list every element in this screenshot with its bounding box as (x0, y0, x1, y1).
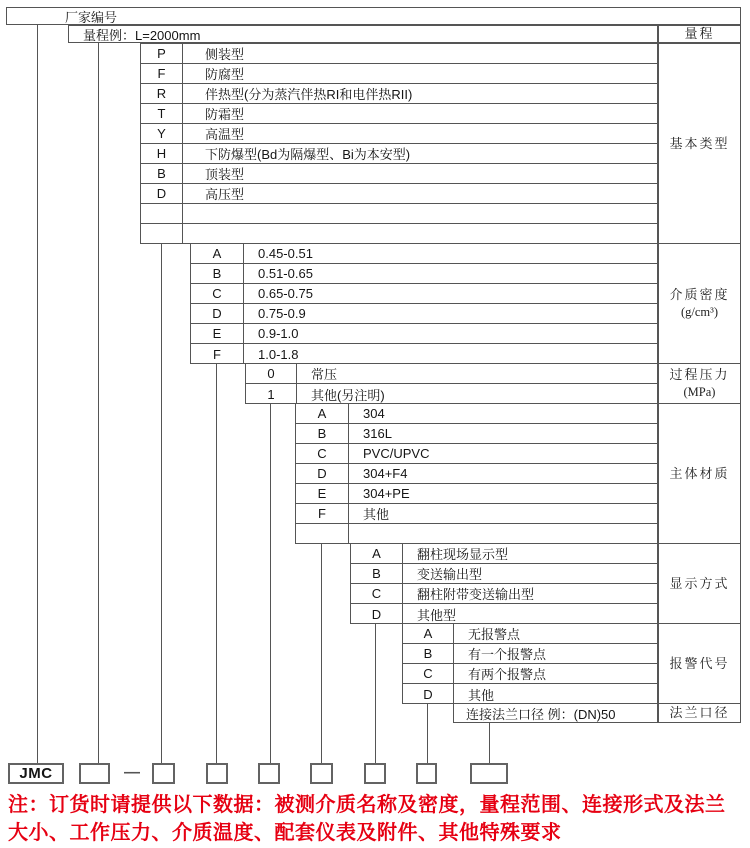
category-label-line: 基本类型 (669, 135, 730, 151)
category-label-line: 介质密度 (669, 287, 730, 303)
row-description: 下防爆型(Bd为隔爆型、Bi为本安型) (205, 147, 411, 162)
table-row (191, 284, 657, 304)
row-description: 顶装型 (205, 167, 245, 182)
table-row (141, 144, 657, 164)
table-row (296, 444, 657, 464)
row-code: C (191, 284, 244, 303)
category-label-line: 报警代号 (669, 655, 730, 671)
connector-line (161, 243, 162, 763)
row-code: F (141, 64, 183, 83)
table-row (191, 304, 657, 324)
table-row (351, 564, 657, 584)
table-row (351, 604, 657, 624)
row-code: B (191, 264, 244, 283)
row-description: 0.45-0.51 (258, 246, 313, 261)
category-label-line: (g/cm³) (680, 304, 719, 319)
row-code: D (403, 684, 454, 704)
manufacturer-number-box (6, 7, 741, 25)
model-code-box (310, 763, 333, 784)
row-description: 有两个报警点 (468, 667, 547, 682)
row-code: H (141, 144, 183, 163)
connector-line (98, 43, 99, 763)
row-code: Y (141, 124, 183, 143)
table-row (296, 484, 657, 504)
model-code-box (152, 763, 175, 784)
row-description: 其他 (468, 687, 495, 703)
row-code: E (191, 324, 244, 343)
section-table-display (350, 543, 658, 624)
row-code: P (141, 44, 183, 63)
row-code: C (296, 444, 349, 463)
table-row (351, 544, 657, 564)
row-description: 304 (363, 406, 385, 421)
flange-category-cell (658, 703, 741, 723)
table-row (191, 244, 657, 264)
row-code: A (296, 404, 349, 423)
table-row (191, 264, 657, 284)
row-description: 伴热型(分为蒸汽伴热RI和电伴热RII) (205, 87, 413, 102)
row-code: D (351, 604, 403, 624)
row-code: A (403, 624, 454, 643)
row-code: T (141, 104, 183, 123)
row-description: 无报警点 (468, 627, 521, 642)
table-row (191, 324, 657, 344)
category-label-display (658, 543, 741, 624)
model-code-dash: — (124, 764, 140, 781)
range-category-label: 量程 (684, 26, 715, 42)
model-code-box (79, 763, 110, 784)
table-row (296, 524, 657, 544)
row-code: A (191, 244, 244, 263)
row-description: PVC/UPVC (363, 446, 430, 461)
table-row (141, 224, 657, 244)
row-code: 0 (246, 364, 297, 383)
section-table-basic (140, 43, 658, 244)
model-code-box (258, 763, 280, 784)
flange-category-label: 法兰口径 (669, 705, 730, 721)
range-category-cell (658, 25, 741, 43)
model-code-box (206, 763, 228, 784)
row-description: 变送输出型 (417, 567, 483, 582)
table-row (296, 464, 657, 484)
row-code: D (141, 184, 183, 203)
row-description: 翻柱现场显示型 (417, 547, 509, 562)
section-table-material (295, 403, 658, 544)
table-row (246, 384, 657, 404)
row-description: 304+PE (363, 486, 410, 501)
flange-diameter-text: 连接法兰口径 例：(DN)50 (466, 706, 616, 722)
connector-line (489, 723, 490, 763)
row-code (141, 224, 183, 244)
category-label-pressure (658, 363, 741, 404)
table-row (351, 584, 657, 604)
order-note: 注：订货时请提供以下数据：被测介质名称及密度，量程范围、连接形式及法兰大小、工作压力、介质温度、配套仪表及附件、其他特殊要求 (8, 794, 726, 845)
category-label-density (658, 243, 741, 364)
table-row (296, 504, 657, 524)
connector-line (375, 623, 376, 763)
row-description: 316L (363, 426, 392, 441)
row-description (183, 224, 657, 244)
category-label-line: 主体材质 (669, 465, 730, 481)
row-code: E (296, 484, 349, 503)
row-code: F (191, 344, 244, 364)
row-description: 防霜型 (205, 107, 245, 122)
manufacturer-number-label: 厂家编号 (65, 9, 118, 25)
category-label-alarm (658, 623, 741, 704)
table-row (141, 204, 657, 224)
row-description: 其他(另注明) (311, 387, 385, 403)
table-row (403, 664, 657, 684)
table-row (296, 404, 657, 424)
category-label-line: 过程压力 (669, 367, 730, 383)
category-label-basic (658, 43, 741, 244)
table-row (191, 344, 657, 364)
row-code: R (141, 84, 183, 103)
category-label-material (658, 403, 741, 544)
table-row (246, 364, 657, 384)
flange-diameter-row (453, 703, 658, 723)
table-row (141, 164, 657, 184)
table-row (141, 44, 657, 64)
row-description (183, 204, 657, 223)
row-description: 0.9-1.0 (258, 326, 299, 341)
table-row (141, 104, 657, 124)
row-description: 0.75-0.9 (258, 306, 306, 321)
range-example-text: 量程例：L=2000mm (83, 27, 201, 43)
row-description: 常压 (311, 367, 338, 382)
row-code: C (403, 664, 454, 683)
section-table-density (190, 243, 658, 364)
section-table-pressure (245, 363, 658, 404)
connector-line (427, 703, 428, 763)
row-code (141, 204, 183, 223)
table-row (403, 644, 657, 664)
model-code-box (416, 763, 437, 784)
connector-line (37, 25, 38, 763)
row-description: 高压型 (205, 187, 245, 202)
row-code: D (296, 464, 349, 483)
table-row (403, 684, 657, 704)
row-description: 翻柱附带变送输出型 (417, 587, 535, 602)
table-row (141, 64, 657, 84)
row-description: 其他型 (417, 607, 457, 623)
model-prefix-box: JMC (8, 763, 64, 784)
row-code: 1 (246, 384, 297, 404)
row-code (296, 524, 349, 544)
section-table-alarm (402, 623, 658, 704)
table-row (141, 124, 657, 144)
row-description (349, 524, 657, 544)
row-description: 0.51-0.65 (258, 266, 313, 281)
connector-line (270, 403, 271, 763)
range-example-row (68, 25, 658, 43)
connector-line (216, 363, 217, 763)
row-code: A (351, 544, 403, 563)
category-label-line: 显示方式 (669, 575, 730, 591)
row-code: B (351, 564, 403, 583)
table-row (403, 624, 657, 644)
table-row (141, 84, 657, 104)
row-description: 1.0-1.8 (258, 346, 299, 362)
row-description: 侧装型 (205, 47, 245, 62)
row-description: 0.65-0.75 (258, 286, 313, 301)
row-code: F (296, 504, 349, 523)
category-label-line: (MPa) (683, 384, 716, 399)
row-code: C (351, 584, 403, 603)
row-code: D (191, 304, 244, 323)
table-row (141, 184, 657, 204)
model-code-box (364, 763, 386, 784)
connector-line (321, 543, 322, 763)
row-code: B (296, 424, 349, 443)
row-description: 304+F4 (363, 466, 408, 481)
row-description: 其他 (363, 507, 390, 522)
row-code: B (403, 644, 454, 663)
row-description: 防腐型 (205, 67, 245, 82)
row-description: 有一个报警点 (468, 647, 547, 662)
model-code-box (470, 763, 508, 784)
table-row (296, 424, 657, 444)
row-code: B (141, 164, 183, 183)
row-description: 高温型 (205, 127, 245, 142)
